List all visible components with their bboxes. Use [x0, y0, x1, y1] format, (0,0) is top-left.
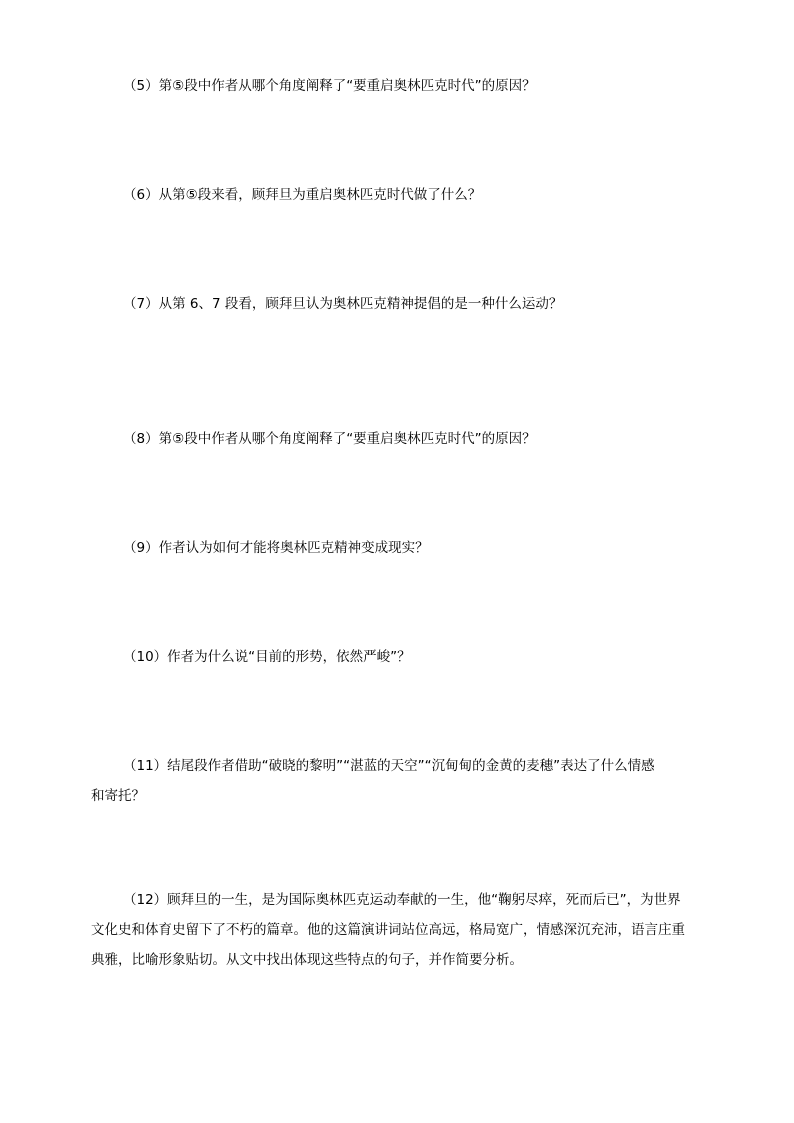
question-6 — [91, 180, 704, 210]
question-11-line-1: （11）结尾段作者借助“破晓的黎明”“湛蓝的天空”“沉甸甸的金黄的麦穗”表达了什么情感 — [123, 758, 655, 774]
question-10 — [91, 642, 704, 672]
question-6-text: （6）从第⑤段来看，顾拜旦为重启奥林匹克时代做了什么？ — [123, 187, 482, 203]
question-8 — [91, 424, 704, 454]
question-12-line-1: （12）顾拜旦的一生，是为国际奥林匹克运动奉献的一生，他“鞠躬尽瘁，死而后已”，为世界 — [123, 892, 681, 908]
question-12-line-3: 典雅，比喻形象贴切。从文中找出体现这些特点的句子，并作简要分析。 — [91, 952, 523, 968]
question-9 — [91, 533, 704, 563]
question-7 — [91, 289, 704, 319]
question-5-text: （5）第⑤段中作者从哪个角度阐释了“要重启奥林匹克时代”的原因？ — [123, 78, 536, 94]
question-5 — [91, 71, 704, 101]
question-11-line-2: 和寄托？ — [91, 788, 145, 804]
question-9-text: （9）作者认为如何才能将奥林匹克精神变成现实？ — [123, 540, 429, 556]
question-7-text: （7）从第 6、7 段看，顾拜旦认为奥林匹克精神提倡的是一种什么运动？ — [123, 296, 563, 312]
question-8-text: （8）第⑤段中作者从哪个角度阐释了“要重启奥林匹克时代”的原因？ — [123, 431, 536, 447]
question-12-line-2: 文化史和体育史留下了不朽的篇章。他的这篇演讲词站位高远，格局宽广，情感深沉充沛，语言庄重 — [91, 922, 685, 938]
question-12 — [91, 885, 704, 975]
question-11 — [91, 751, 704, 811]
question-10-text: （10）作者为什么说“目前的形势，依然严峻”？ — [123, 649, 411, 665]
